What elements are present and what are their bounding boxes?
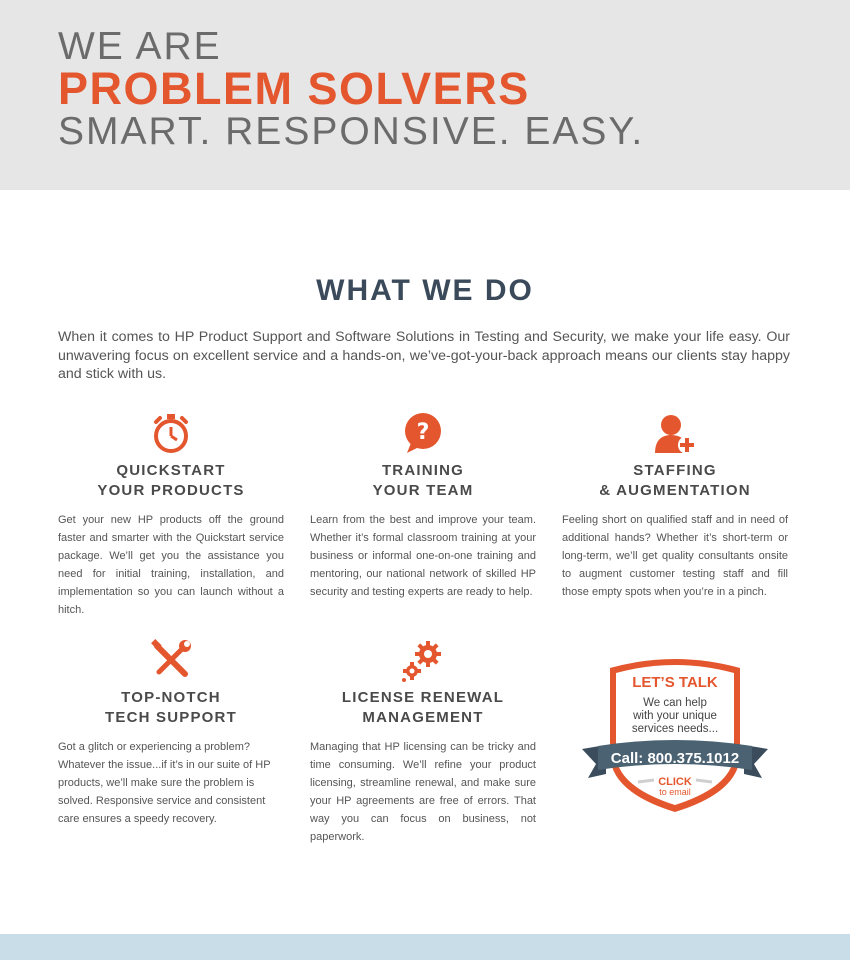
service-title-line1: LICENSE RENEWAL [341, 689, 505, 706]
service-description: Get your new HP products off the ground faster and smarter with the Quickstart service package. We’ll get you the assistance you need for initial training, installation, and implementation so you can launch without a hitch. [58, 514, 284, 616]
service-title-line2: & AUGMENTATION [599, 482, 751, 499]
badge-title: LET’S TALK [632, 674, 718, 691]
badge-line1: We can help [643, 697, 707, 709]
footer-band [0, 934, 850, 960]
click-to-email-link[interactable]: CLICK [658, 776, 692, 788]
service-description: Feeling short on qualified staff and in need of additional hands? Whether it’s short-term or long-term, we’ll get quality consultants onsite to augment customer testing staff and fill those empty spots when you’re in a pinch. [562, 514, 788, 598]
service-description: Learn from the best and improve your team. Whether it’s formal classroom training at your business or informal one-on-one training and mentoring, our national network of skilled HP security and testing experts are ready to help. [310, 514, 536, 598]
badge-line3: services needs... [631, 723, 719, 735]
service-title [310, 461, 536, 501]
stopwatch-icon [149, 411, 193, 455]
hero-heading-line1: WE ARE [58, 25, 222, 68]
hero-banner [0, 0, 850, 190]
svg-text:?: ? [416, 420, 430, 445]
lets-talk-badge[interactable] [562, 654, 788, 814]
service-title-line1: QUICKSTART [116, 462, 226, 479]
add-user-icon [653, 411, 697, 455]
service-staffing [562, 411, 788, 601]
hero-heading-line2: PROBLEM SOLVERS [58, 63, 530, 114]
service-training [310, 411, 536, 601]
service-quickstart [58, 411, 284, 619]
service-title-line2: TECH SUPPORT [105, 709, 237, 726]
service-description: Got a glitch or experiencing a problem? Whatever the issue...if it’s in our suite of HP products, we’ll make sure the problem is solved. Responsive service and consistent care ensures a speedy recovery. [58, 741, 271, 825]
service-title [58, 461, 284, 501]
hero-tagline: SMART. RESPONSIVE. EASY. [58, 110, 645, 153]
intro-paragraph: When it comes to HP Product Support and Software Solutions in Testing and Security, we make your life easy. Our unwavering focus on excellent service and a hands-on, we’ve-got-your-back approach means our clients stay happy and stick with us. [58, 329, 790, 382]
question-bubble-icon [401, 411, 445, 455]
section-title: WHAT WE DO [316, 274, 534, 307]
service-title [310, 688, 536, 728]
service-tech-support [58, 638, 284, 828]
badge-line2: with your unique [633, 710, 717, 722]
service-title-line2: YOUR PRODUCTS [97, 482, 245, 499]
badge-graphic[interactable] [562, 654, 788, 814]
to-email-label[interactable]: to email [659, 787, 691, 797]
service-title-line1: STAFFING [633, 462, 717, 479]
service-title-line1: TRAINING [381, 462, 465, 479]
service-description: Managing that HP licensing can be tricky and time consuming. We’ll refine your product licensing, streamline renewal, and make sure your HP agreements are free of errors. That way you can focus on business, not paperwork. [310, 741, 536, 843]
service-title-line1: TOP-NOTCH [121, 689, 221, 706]
service-license-renewal [310, 638, 536, 846]
service-title-line2: YOUR TEAM [372, 482, 474, 499]
service-title-line2: MANAGEMENT [362, 709, 484, 726]
service-title [58, 688, 284, 728]
tools-icon [149, 638, 193, 682]
gears-icon [401, 638, 445, 682]
service-title [562, 461, 788, 501]
badge-phone[interactable]: Call: 800.375.1012 [610, 750, 740, 767]
